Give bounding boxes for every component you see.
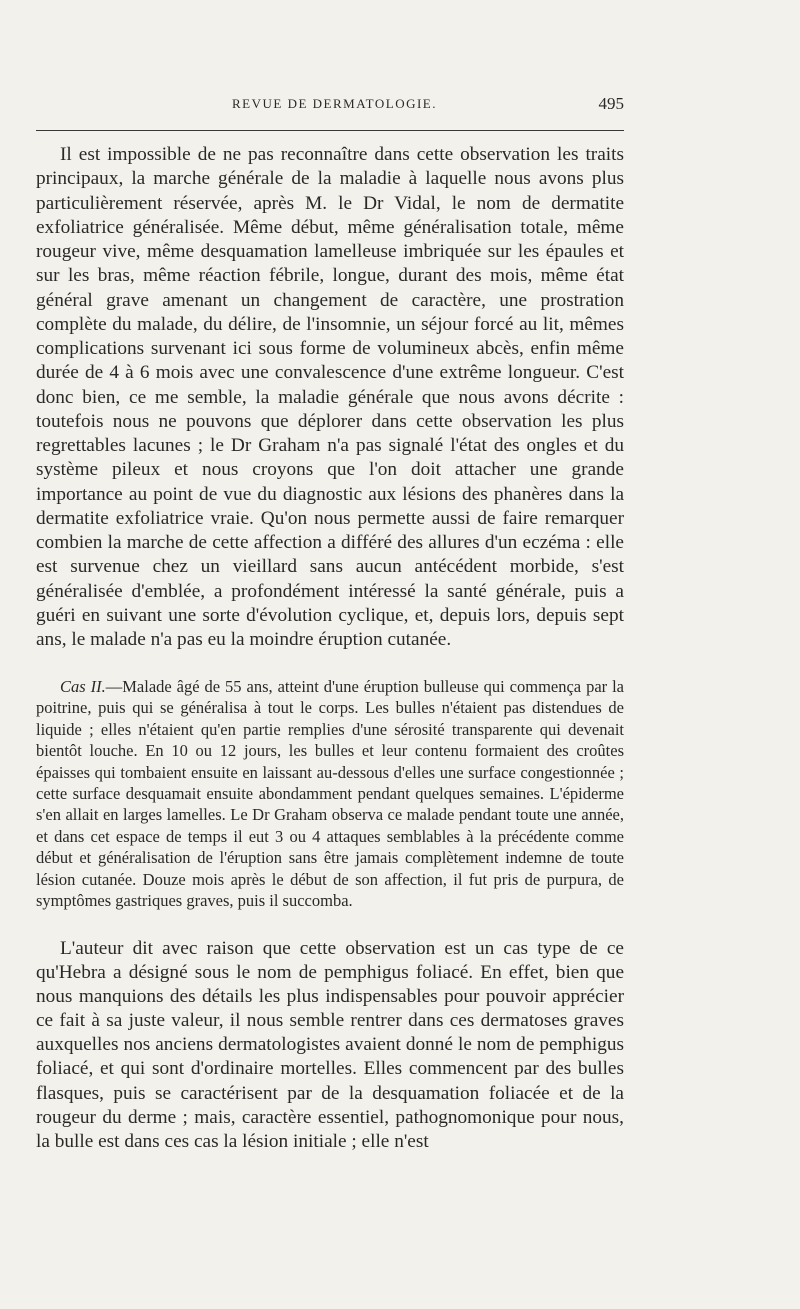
paragraph-author-commentary: L'auteur dit avec raison que cette observation est un cas type de ce qu'Hebra a désigné sous le nom de pemphigus foliacé. En effet, bien que nous manquions des détails les plus indispensables pour pouvoir apprécier ce fait à sa juste valeur, il nous semble rentrer dans ces dermatoses graves auxquelles nos anciens dermatologistes avaient donné le nom de pemphigus foliacé, et qui sont d'ordinaire mortelles. Elles commencent par des bulles flasques, puis se caractérisent par de la desquamation foliacée et de la rougeur du derme ; mais, caractère essentiel, pathognomonique pour nous, la bulle est dans ces cas la lésion initiale ; elle n'est [36,938,624,1152]
running-head [36,96,624,120]
case-text: —Malade âgé de 55 ans, atteint d'une éruption bulleuse qui commença par la poitrine, puis qui se généralisa à tout le corps. Les bulles n'étaient pas distendues de liquide ; elles n'étaient qu'en partie remplies d'une sérosité transparente qui devenait bientôt louche. En 10 ou 12 jours, les bulles et leur contenu formaient des croûtes épaisses qui tombaient ensuite en laissant au-dessous d'elles une surface congestionnée ; cette surface desquamait ensuite abondamment pendant quelques semaines. L'épiderme s'en allait en larges lamelles. Le Dr Graham observa ce malade pendant toute une année, et dans cet espace de temps il eut 3 ou 4 attaques semblables à la précédente comme début et généralisation de l'éruption sans être jamais complètement indemne de toute lésion cutanée. Douze mois après le début de son affection, il fut pris de purpura, de symptômes gastriques graves, puis il succomba. [36,677,625,911]
case-label: Cas II. [60,677,106,696]
page-number: 495 [598,94,624,113]
header-rule [36,130,624,131]
running-title: REVUE DE DERMATOLOGIE. [232,96,437,111]
case-ii-paragraph [36,676,624,911]
paragraph-observation-commentary: Il est impossible de ne pas reconnaître dans cette observation les traits principaux, la marche générale de la maladie à laquelle nous avons plus particulièrement réservée, après M. le Dr Vidal, le nom de dermatite exfoliatrice généralisée. Même début, même généralisation totale, même rougeur vive, même desquamation lamelleuse imbriquée sur les épaules et sur les bras, même réaction fébrile, longue, durant des mois, même état général grave amenant un changement de caractère, une prostration complète du malade, du délire, de l'insomnie, un séjour forcé au lit, mêmes complications survenant ici sous forme de volumineux abcès, enfin même durée de 4 à 6 mois avec une convalescence d'une extrême longueur. C'est donc bien, ce me semble, la maladie générale que nous avons décrite : toutefois nous ne pouvons que déplorer dans cette observation les plus regrettables lacunes ; le Dr Graham n'a pas signalé l'état des ongles et du système pileux et nous croyons que l'on doit attacher une grande importance au point de vue du diagnostic aux lésions des phanères dans la dermatite exfoliatrice vraie. Qu'on nous permette aussi de faire remarquer combien la marche de cette affection a différé des allures d'un eczéma : elle est survenue chez un vieillard sans aucun antécédent morbide, s'est généralisée d'emblée, a profondément intéressé la santé générale, puis a guéri en suivant une sorte d'évolution cyclique, et, depuis lors, depuis sept ans, le malade n'a pas eu la moindre éruption cutanée. [36,144,624,650]
